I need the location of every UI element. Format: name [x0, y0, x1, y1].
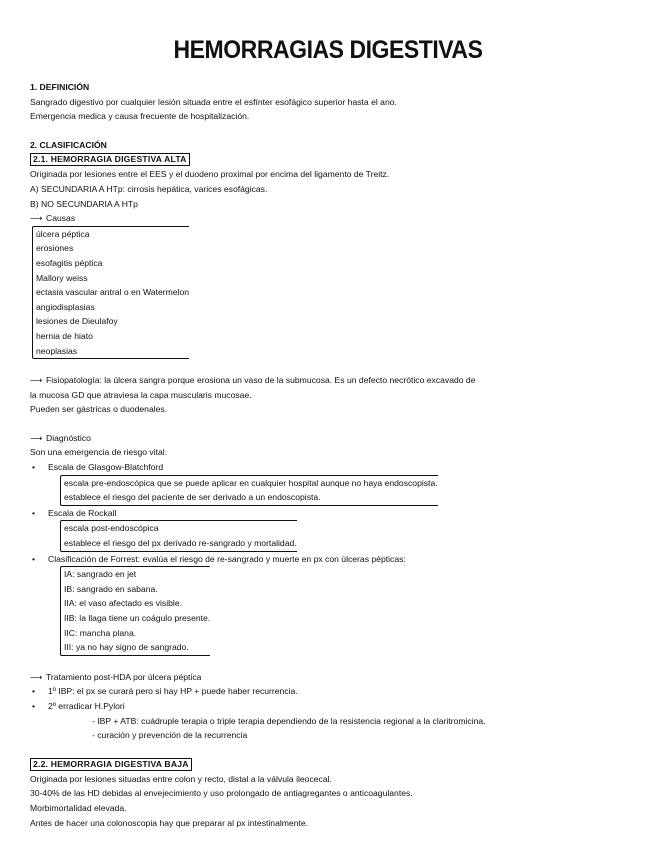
diagnostico-label: Diagnóstico [46, 432, 91, 443]
causas-label: Causas [46, 213, 76, 224]
list-item: - curación y prevención de la recurrencia [92, 730, 248, 741]
section-1-heading: 1. DEFINICIÓN [30, 82, 90, 92]
paragraph-line: Pueden ser gástricas o duodenales. [30, 404, 168, 415]
tratamiento-label: Tratamiento post-HDA por úlcera péptica [46, 671, 202, 682]
list-item: angiodisplasias [36, 301, 95, 312]
arrow-right-icon: ⟶ [30, 671, 43, 682]
list-item: Mallory weiss [36, 272, 88, 283]
rockall-list [60, 520, 297, 551]
list-item: • 2º erradicar H.Pylori [30, 699, 630, 714]
paragraph-line: 30-40% de las HD debidas al envejecimiento y uso prolongado de antiagregantes o anticoagulantes. [30, 788, 413, 799]
forrest-label: • Clasificación de Forrest: evalúa el riesgo de re-sangrado y muerte en px con úlceras pépticas: [30, 552, 630, 567]
paragraph-line: A) SECUNDARIA A HTp: cirrosis hepática, varices esofágicas. [30, 183, 268, 194]
list-item: IA: sangrado en jet [64, 569, 137, 580]
arrow-right-icon: ⟶ [30, 375, 43, 386]
forrest-list [60, 566, 210, 656]
paragraph-line: Originada por lesiones entre el EES y el duodeno proximal por encima del ligamento de Treitz. [30, 169, 390, 180]
list-item: escala post-endoscópica [64, 523, 159, 534]
arrow-right-icon: ⟶ [30, 213, 43, 224]
list-item: IIB: la llaga tiene un coágulo presente. [64, 613, 211, 623]
list-item: IB: sangrado en sabana. [64, 583, 158, 594]
subsection-2-1-heading: 2.1. HEMORRAGIA DIGESTIVA ALTA [30, 153, 190, 166]
list-item: hernia de hiato [36, 330, 93, 341]
subsection-2-2-heading: 2.2. HEMORRAGIA DIGESTIVA BAJA [30, 758, 192, 771]
paragraph-line: B) NO SECUNDARIA A HTp [30, 198, 138, 209]
list-item: ectasia vascular antral o en Watermelon [36, 287, 190, 298]
fisiopatologia-line: ⟶ Fisiopatología: la úlcera sangra porque erosiona un vaso de la submucosa. Es un defecto necrótico excavado de [30, 373, 630, 388]
list-item: esofagitis péptica [36, 257, 103, 268]
paragraph-line: Antes de hacer una colonoscopia hay que preparar al px intestinalmente. [30, 817, 309, 828]
section-2-heading: 2. CLASIFICACIÓN [30, 139, 107, 150]
list-item: - IBP + ATB: cuádruple terapia o triple terapia dependiendo de la resistencia regional a la claritromicina. [92, 715, 486, 726]
list-item: lesiones de Dieulafoy [36, 316, 118, 327]
list-item: • 1º IBP: el px se curará pero si hay HP + puede haber recurrencia. [30, 684, 630, 699]
causas-list [32, 226, 189, 359]
list-item: IIA: el vaso afectado es visible. [64, 598, 182, 609]
list-item: III: ya no hay signo de sangrado. [64, 642, 189, 653]
document-body [30, 80, 630, 830]
arrow-right-icon: ⟶ [30, 432, 43, 443]
tratamiento-label-row [30, 670, 630, 685]
rockall-label: • Escala de Rockall [30, 506, 630, 521]
list-item: IIC: mancha plana. [64, 627, 137, 638]
glasgow-list [60, 475, 438, 506]
list-item: establece el riesgo del paciente de ser derivado a un endoscopista. [64, 492, 321, 503]
list-item: escala pre-endoscópica que se puede aplicar en cualquier hospital aunque no haya endoscopista. [64, 477, 438, 488]
paragraph-line: Morbimortalidad elevada. [30, 802, 127, 813]
paragraph-line: Sangrado digestivo por cualquier lesión situada entre el esfínter esofágico superior hasta el ano. [30, 96, 397, 107]
document-title: HEMORRAGIAS DIGESTIVAS [173, 36, 483, 64]
paragraph-line: Son una emergencia de riesgo vital. [30, 447, 168, 458]
paragraph-line: Originada por lesiones situadas entre colon y recto, distal a la válvula ileocecal. [30, 773, 332, 784]
diagnostico-label-row [30, 431, 630, 446]
paragraph-line: la mucosa GD que atraviesa la capa muscularis mucosae. [30, 389, 252, 400]
causas-label-row [30, 211, 630, 226]
list-item: erosiones [36, 243, 74, 254]
glasgow-label: • Escala de Glasgow-Blatchford [30, 460, 630, 475]
list-item: establece el riesgo del px derivado re-sangrado y mortalidad. [64, 538, 297, 549]
list-item: neoplasias [36, 345, 78, 356]
list-item: úlcera péptica [36, 228, 90, 239]
paragraph-line: Emergencia medica y causa frecuente de hospitalización. [30, 111, 250, 122]
